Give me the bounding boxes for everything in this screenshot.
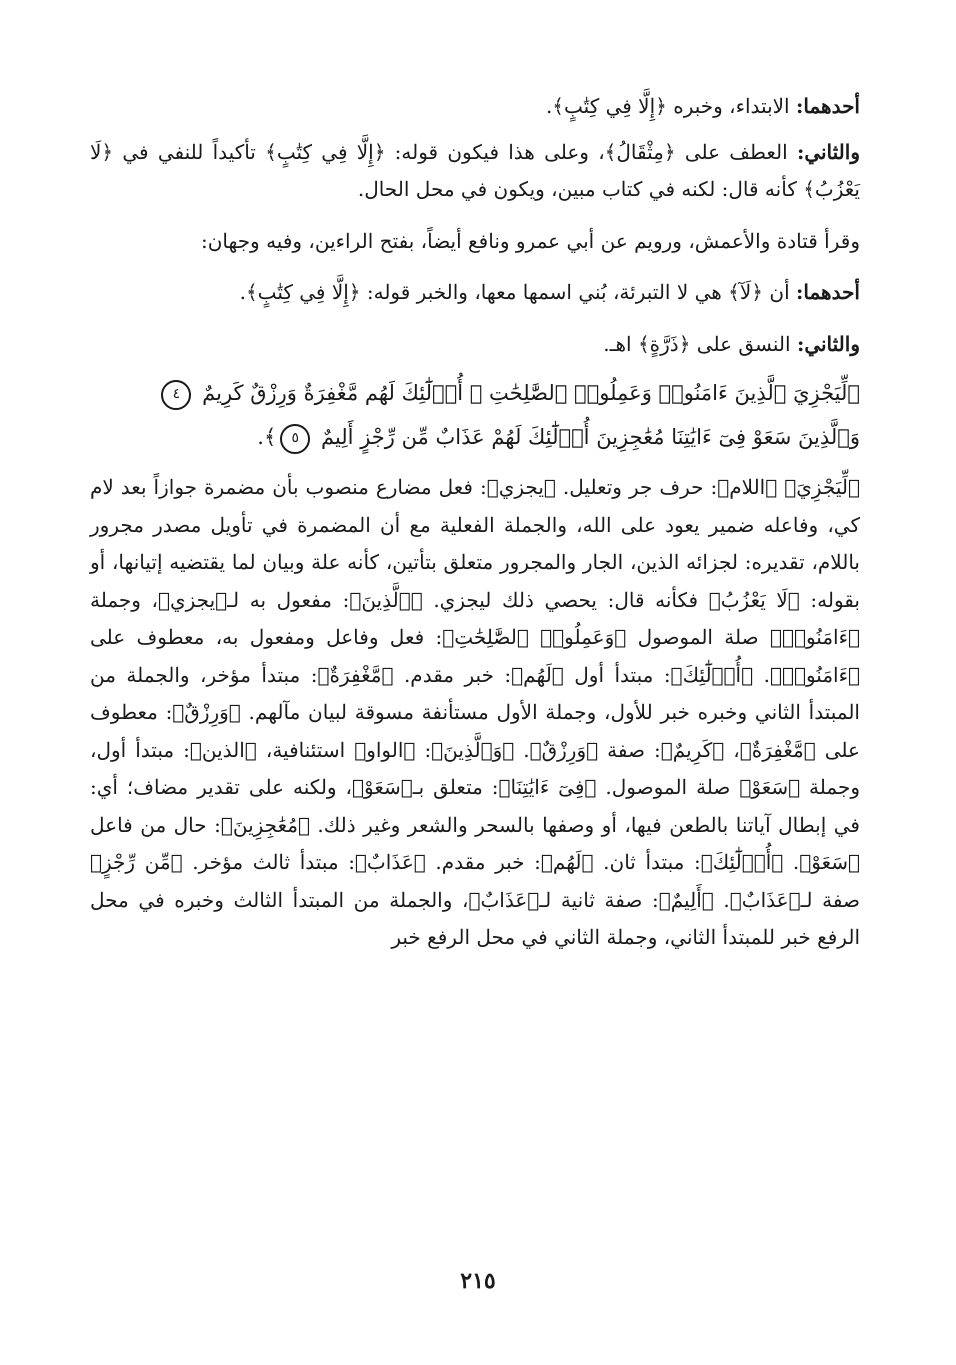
paragraph-lead: والثاني: bbox=[796, 331, 860, 356]
grammatical-analysis: ﴿لِّيَجْزِيَ﴾ ﴿اللام﴾: حرف جر وتعليل. ﴿يجزي﴾: فعل مضارع منصوب بأن مضمرة جوازاً بعد لام كي، وفاعله ضمير يعود على الله، والجملة الفعلية مع أن المضمرة في تأويل مصدر مجرور باللام، تقديره: لجزائه الذين، الجار والمجرور متعلق بتأتين، كأنه علة وبيان لما يقتضيه إتيانها، أو بقوله: ﴿لَا يَعْزُبُ﴾ فكأنه قال: يحصي ذلك ليجزي. ﴿ٱلَّذِينَ﴾: مفعول به لـ﴿يجزي﴾، وجملة ﴿ءَامَنُوا۟﴾ صلة الموصول ﴿وَعَمِلُوا۟ ٱلصَّٰلِحَٰتِ﴾: فعل وفاعل ومفعول به، معطوف على ﴿ءَامَنُوا۟﴾. ﴿أُو۟لَٰٓئِكَ﴾: مبتدأ أول ﴿لَهُم﴾: خبر مقدم. ﴿مَّغْفِرَةٌ﴾: مبتدأ مؤخر، والجملة من المبتدأ الثاني وخبره خبر للأول، وجملة الأول مستأنفة مسوقة لبيان مآلهم. ﴿وَرِزْقٌ﴾: معطوف على ﴿مَّغْفِرَةٌ﴾، ﴿كَرِيمٌ﴾: صفة ﴿وَرِزْقٌ﴾. ﴿وَٱلَّذِينَ﴾: ﴿الواو﴾ استئنافية، ﴿الذين﴾: مبتدأ أول، وجملة ﴿سَعَوْ﴾ صلة الموصول. ﴿فِىٓ ءَايَٰتِنَا﴾: متعلق بـ﴿سَعَوْ﴾، ولكنه على تقدير مضاف؛ أي: في إبطال آياتنا بالطعن فيها، أو وصفها بالسحر والشعر وغير ذلك. ﴿مُعَٰجِزِينَ﴾: حال من فاعل ﴿سَعَوْ﴾. ﴿أُو۟لَٰٓئِكَ﴾: مبتدأ ثان. ﴿لَهُم﴾: خبر مقدم. ﴿عَذَابٌ﴾: مبتدأ ثالث مؤخر. ﴿مِّن رِّجْزٍ﴾ صفة لـ﴿عَذَابٌ﴾. ﴿أَلِيمٌ﴾: صفة ثانية لـ﴿عَذَابٌ﴾، والجملة من المبتدأ الثالث وخبره في محل الرفع خبر للمبتدأ الثاني، وجملة الثاني في محل الرفع خبر bbox=[90, 475, 860, 949]
paragraph-2 bbox=[90, 134, 860, 209]
verse-line-1 bbox=[90, 371, 860, 415]
verse-number-marker: ٤ bbox=[161, 380, 191, 410]
paragraph-1 bbox=[90, 88, 860, 126]
paragraph-text: وقرأ قتادة والأعمش، ورويم عن أبي عمرو ونافع أيضاً، بفتح الراءين، وفيه وجهان: bbox=[200, 228, 860, 253]
paragraph-4 bbox=[90, 274, 860, 312]
page-number: ٢١٥ bbox=[460, 1268, 496, 1294]
paragraph-lead: أحدهما: bbox=[795, 94, 860, 118]
verse-text: ﴿لِّيَجْزِيَ ٱلَّذِينَ ءَامَنُوا۟ وَعَمِلُوا۟ ٱلصَّٰلِحَٰتِ ۚ أُو۟لَٰٓئِكَ لَهُم مَّغْفِرَةٌ وَرِزْقٌ كَرِيمٌ bbox=[202, 381, 860, 405]
paragraph-5 bbox=[90, 326, 860, 364]
paragraph-text: أن ﴿لَآ﴾ هي لا التبرئة، بُني اسمها معها، والخبر قوله: ﴿إِلَّا فِي كِتَٰبٍ﴾. bbox=[239, 280, 796, 304]
paragraph-lead: أحدهما: bbox=[795, 280, 860, 304]
paragraph-3 bbox=[90, 223, 860, 261]
paragraph-text: العطف على ﴿مِثْقَالُ﴾، وعلى هذا فيكون قوله: ﴿إِلَّا فِي كِتَٰبٍ﴾ تأكيداً للنفي في ﴿لَا يَعْزُبُ﴾ كأنه قال: لكنه في كتاب مبين، ويكون في محل الحال. bbox=[90, 139, 860, 201]
verse-number-marker: ٥ bbox=[280, 424, 310, 454]
verse-close: ﴾. bbox=[257, 425, 277, 449]
paragraph-text: النسق على ﴿ذَرَّةٍ﴾ اهـ. bbox=[603, 331, 797, 356]
paragraph-text: الابتداء، وخبره ﴿إِلَّا فِي كِتَٰبٍ﴾. bbox=[545, 94, 796, 118]
verse-text: وَٱلَّذِينَ سَعَوْ فِىٓ ءَايَٰتِنَا مُعَٰجِزِينَ أُو۟لَٰٓئِكَ لَهُمْ عَذَابٌ مِّن رِّجْزٍ أَلِيمٌ bbox=[320, 425, 860, 449]
paragraph-lead: والثاني: bbox=[796, 139, 860, 164]
quran-verse-block bbox=[90, 371, 860, 459]
verse-line-2 bbox=[90, 415, 860, 459]
